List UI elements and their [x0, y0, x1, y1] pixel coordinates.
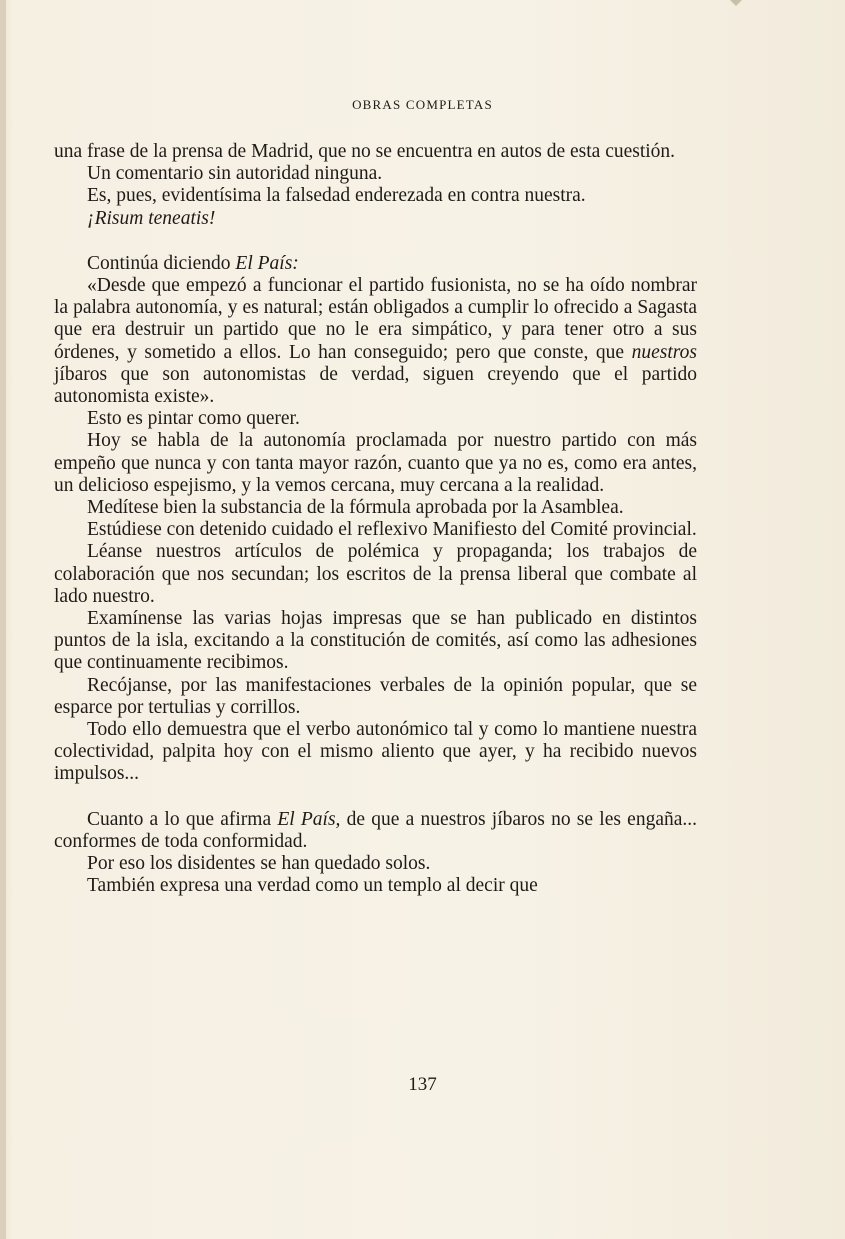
paragraph-text: Esto es pintar como querer.	[87, 408, 300, 430]
paragraph	[54, 185, 697, 207]
paragraph-text: Estúdiese con detenido cuidado el reflexivo Manifiesto del Comité provincial.	[87, 519, 697, 541]
italic-text: ¡Risum teneatis!	[87, 207, 216, 229]
paragraph-text: Continúa diciendo	[87, 252, 236, 274]
paragraph-text: Recójanse, por las manifestaciones verbales de la opinión popular, que se esparce por tertulias y corrillos.	[54, 674, 697, 718]
paragraph-text: También expresa una verdad como un templo al decir que	[87, 875, 538, 897]
paragraph-text: «Desde que empezó a funcionar el partido fusionista, no se ha oído nombrar la palabra autonomía, y es natural; están obligados a cumplir lo ofrecido a Sagasta que era destruir un partido que no le era simpático, y para tener otro a sus órdenes, y sometido a ellos. Lo han conseguido; pero que conste, que	[54, 275, 697, 363]
page-left-edge	[0, 0, 6, 1239]
paragraph	[54, 163, 697, 185]
page-top-mark	[730, 0, 742, 6]
paragraph	[54, 408, 697, 430]
paragraph	[54, 541, 697, 608]
italic-text: nuestros	[631, 341, 697, 363]
body-text	[54, 141, 697, 898]
paragraph	[54, 275, 697, 408]
page-number: 137	[408, 1074, 437, 1095]
italic-text: El País,	[277, 808, 341, 830]
paragraph	[54, 875, 697, 897]
paragraph-text: Hoy se habla de la autonomía proclamada por nuestro partido con más empeño que nunca y con tanta mayor razón, cuanto que ya no es, como era antes, un delicioso espejismo, y la vemos cercana, muy cercana a la realidad.	[54, 430, 697, 496]
running-header: OBRAS COMPLETAS	[352, 97, 493, 112]
paragraph	[54, 208, 697, 230]
paragraph	[54, 675, 697, 719]
paragraph	[54, 430, 697, 497]
paragraph	[54, 608, 697, 675]
paragraph-text: Todo ello demuestra que el verbo autonómico tal y como lo mantiene nuestra colectividad, palpita hoy con el mismo aliento que ayer, y ha recibido nuevos impulsos...	[54, 719, 697, 785]
paragraph-text: de que a nuestros jíbaros no se les engaña... conformes de toda conformidad.	[54, 808, 697, 852]
paragraph-text: Léanse nuestros artículos de polémica y propaganda; los trabajos de colaboración que nos secundan; los escritos de la prensa liberal que combate al lado nuestro.	[54, 541, 697, 607]
paragraph	[54, 809, 697, 853]
paragraph	[54, 497, 697, 519]
paragraph	[54, 853, 697, 875]
italic-text: El País:	[235, 252, 299, 274]
paragraph	[54, 519, 697, 541]
paragraph-text: Un comentario sin autoridad ninguna.	[87, 163, 383, 185]
paragraph-text: jíbaros que son autonomistas de verdad, siguen creyendo que el partido autonomista existe».	[54, 363, 697, 408]
paragraph-text: Es, pues, evidentísima la falsedad enderezada en contra nuestra.	[87, 185, 586, 207]
paragraph-text: Cuanto a lo que afirma	[87, 808, 278, 830]
paragraph-text: Por eso los disidentes se han quedado solos.	[87, 853, 431, 875]
paragraph-text: Medítese bien la substancia de la fórmula aprobada por la Asamblea.	[87, 497, 624, 519]
paragraph-text: Examínense las varias hojas impresas que se han publicado en distintos puntos de la isla, excitando a la constitución de comités, así como las adhesiones que continuamente recibimos.	[54, 608, 697, 674]
paragraph	[54, 141, 697, 163]
paragraph	[54, 253, 697, 275]
paragraph-text: una frase de la prensa de Madrid, que no se encuentra en autos de esta cuestión.	[54, 141, 676, 162]
paragraph	[54, 719, 697, 786]
